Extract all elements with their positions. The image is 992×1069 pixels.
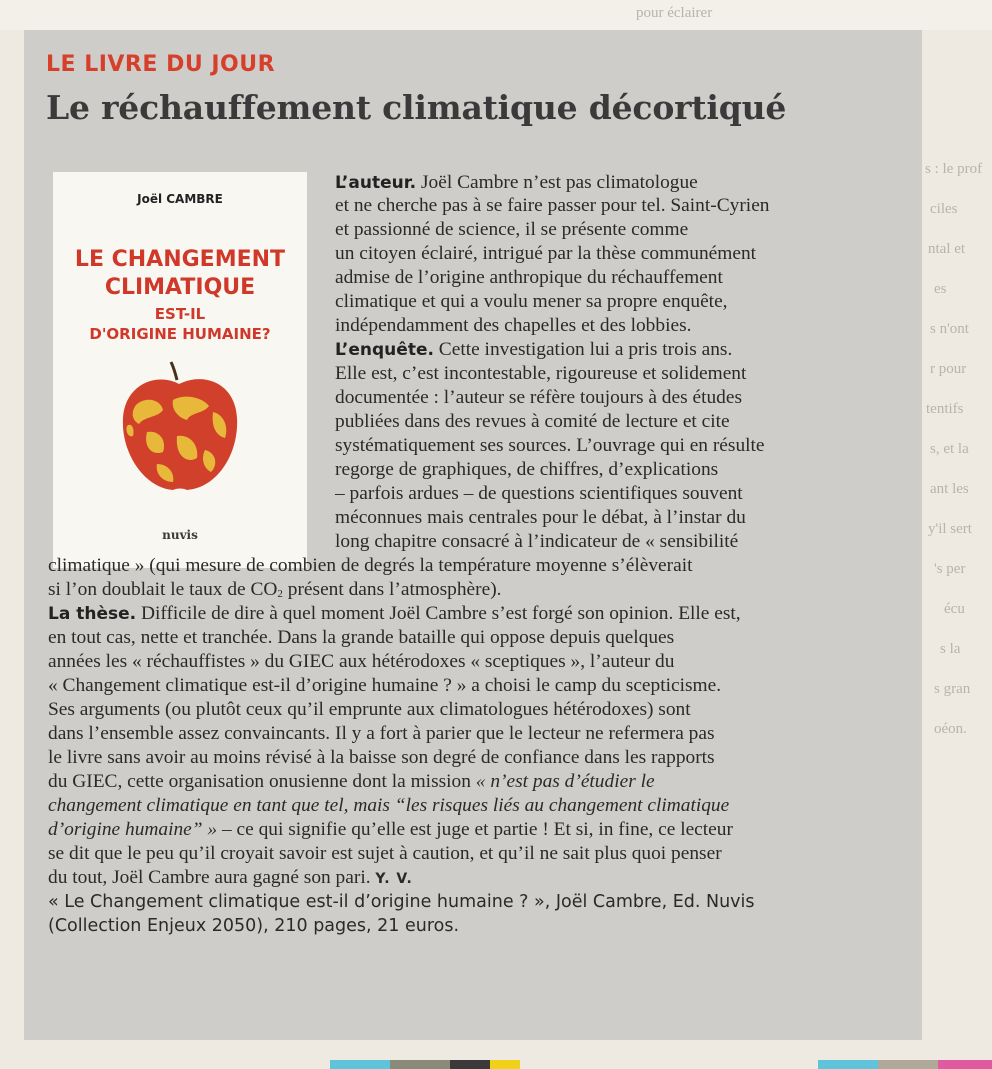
section-kicker: LE LIVRE DU JOUR (46, 52, 276, 77)
show-through-text: r pour (930, 361, 967, 377)
book-reference: « Le Changement climatique est-il d’origine humaine ? », Joël Cambre, Ed. Nuvis (48, 892, 755, 912)
text-line: changement climatique en tant que tel, mais “les risques liés au changement climatique (48, 795, 730, 816)
book-review-box (24, 30, 922, 1040)
cover-title-main: LE CHANGEMENT CLIMATIQUE (74, 247, 286, 300)
print-color-bar (450, 1060, 490, 1069)
show-through-text: oéon. (934, 721, 967, 737)
text-line: si l’on doublait le taux de $CO_2$ présent dans l’atmosphère). (48, 579, 502, 600)
show-through-text: ant les (930, 481, 969, 497)
text-line: le livre sans avoir au moins révisé à la baisse son degré de confiance dans les rapports (48, 747, 715, 768)
text-line: d’origine humaine” » – ce qui signifie qu’elle est juge et partie ! Et si, in fine, ce lecteur (48, 819, 733, 840)
show-through-text: ntal et (928, 241, 966, 257)
article-headline: Le réchauffement climatique décortiqué (46, 88, 787, 127)
print-color-bar (878, 1060, 938, 1069)
text-line: indépendamment des chapelles et des lobbies. (335, 315, 692, 336)
text-line: années les « réchauffistes » du GIEC aux hétérodoxes « sceptiques », l’auteur du (48, 651, 675, 672)
text-line: climatique » (qui mesure de combien de degrés la température moyenne s’élèverait (48, 555, 693, 576)
text-line: un citoyen éclairé, intrigué par la thèse communément (335, 243, 757, 264)
text-line: regorge de graphiques, de chiffres, d’explications (335, 459, 719, 480)
cover-title-sub: EST-IL D'ORIGINE HUMAINE? (89, 305, 271, 343)
show-through-text: pour éclairer (636, 5, 713, 21)
author-credit: Y. V. (375, 871, 413, 887)
text-line: publiées dans des revues à comité de lecture et cite (335, 411, 730, 432)
text-line: admise de l’origine anthropique du réchauffement (335, 267, 723, 288)
newspaper-top-edge (0, 0, 992, 30)
show-through-text: s gran (934, 681, 971, 697)
show-through-text: y'il sert (928, 521, 972, 537)
text-line: La thèse. Difficile de dire à quel moment Joël Cambre s’est forgé son opinion. Elle est, (48, 603, 741, 624)
text-line: du GIEC, cette organisation onusienne dont la mission « n’est pas d’étudier le (48, 771, 655, 792)
show-through-text: es (934, 281, 947, 297)
text-line: Ses arguments (ou plutôt ceux qu’il emprunte aux climatologues hétérodoxes) sont (48, 699, 691, 720)
text-line: systématiquement ses sources. L’ouvrage qui en résulte (335, 435, 765, 456)
text-line: se dit que le peu qu’il croyait savoir est sujet à caution, et qu’il ne sait plus quoi penser (48, 843, 722, 864)
text-line: méconnues mais centrales pour le débat, à l’instar du (335, 507, 746, 528)
text-line: dans l’ensemble assez convaincants. Il y a fort à parier que le lecteur ne refermera pas (48, 723, 715, 744)
show-through-text: tentifs (926, 401, 964, 417)
text-line: en tout cas, nette et tranchée. Dans la grande bataille qui oppose depuis quelques (48, 627, 675, 648)
text-line: Elle est, c’est incontestable, rigoureuse et solidement (335, 363, 747, 384)
these-label: La thèse. (48, 604, 137, 624)
show-through-text: ciles (930, 201, 958, 217)
text-line: documentée : l’auteur se réfère toujours à des études (335, 387, 743, 408)
show-through-text: écu (944, 601, 965, 617)
world-apple-icon (117, 360, 243, 496)
show-through-text: s la (940, 641, 961, 657)
book-cover-image (53, 172, 307, 568)
text-line: du tout, Joël Cambre aura gagné son pari. Y. V. (48, 867, 413, 888)
print-color-bar (938, 1060, 992, 1069)
text-line: « Changement climatique est-il d’origine humaine ? » a choisi le camp du scepticisme. (48, 675, 722, 696)
show-through-text: 's per (934, 561, 966, 577)
text-line: et passionné de science, il se présente comme (335, 219, 689, 240)
auteur-label: L’auteur. (335, 173, 417, 193)
text-line: – parfois ardues – de questions scientifiques souvent (335, 483, 743, 504)
print-color-bar (818, 1060, 878, 1069)
cover-author: Joël CAMBRE (137, 192, 223, 206)
text-line: long chapitre consacré à l’indicateur de « sensibilité (335, 531, 739, 552)
text-line: L’auteur. Joël Cambre n’est pas climatologue (335, 172, 698, 193)
print-color-bar (490, 1060, 520, 1069)
print-color-bar (390, 1060, 450, 1069)
book-reference: (Collection Enjeux 2050), 210 pages, 21 euros. (48, 916, 460, 936)
text-line: L’enquête. Cette investigation lui a pris trois ans. (335, 339, 733, 360)
print-color-bar (330, 1060, 390, 1069)
show-through-text: s n'ont (930, 321, 969, 337)
text-line: et ne cherche pas à se faire passer pour tel. Saint-Cyrien (335, 195, 770, 216)
show-through-text: s, et la (930, 441, 969, 457)
text-line: climatique et qui a voulu mener sa propre enquête, (335, 291, 728, 312)
cover-publisher: nuvis (162, 528, 198, 542)
enquete-label: L’enquête. (335, 340, 434, 360)
show-through-text: s : le prof (925, 161, 983, 177)
